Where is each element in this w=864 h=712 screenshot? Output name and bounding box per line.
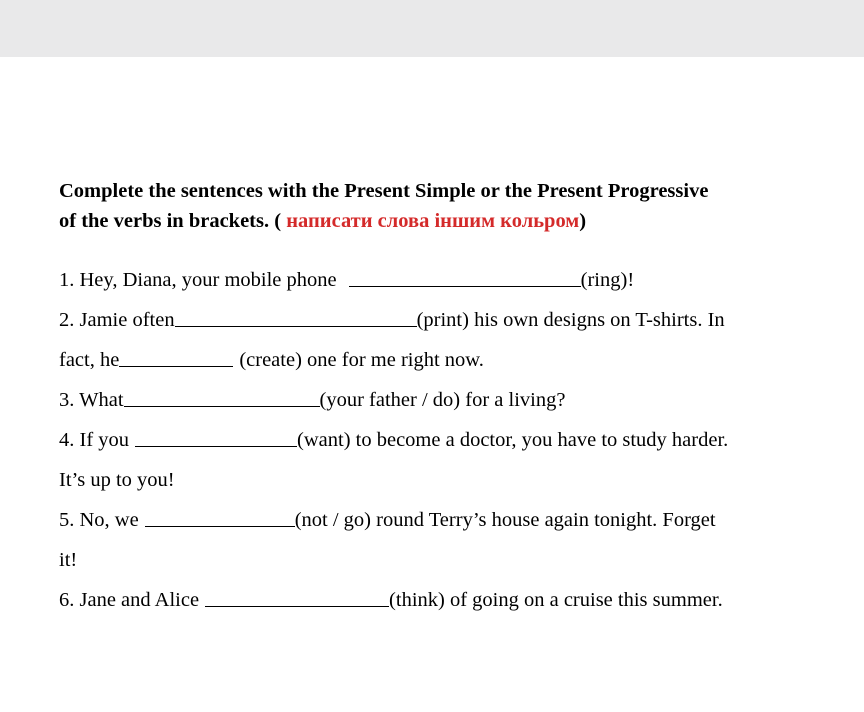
sentence-6 — [59, 580, 849, 620]
sentence-3-after: (your father / do) for a living? — [319, 389, 566, 411]
sentence-6-after: (think) of going on a cruise this summer. — [389, 589, 723, 611]
top-gray-band — [0, 0, 864, 57]
instructions-line-1: Complete the sentences with the Present Simple or the Present Progressive — [59, 180, 709, 202]
answer-blank-5[interactable] — [145, 510, 295, 527]
sentence-2-after: (print) his own designs on T-shirts. In — [416, 309, 725, 331]
sentence-2b-before: fact, he — [59, 349, 120, 371]
sentence-4-after: (want) to become a doctor, you have to study harder. — [297, 429, 729, 451]
sentence-4-before: 4. If you — [59, 429, 130, 451]
instructions-line-2-end: ) — [579, 210, 587, 232]
sentence-2 — [59, 300, 849, 340]
sentence-6-before: 6. Jane and Alice — [59, 589, 200, 611]
sentence-2b-after: (create) one for me right now. — [239, 349, 484, 371]
sentence-5-continued — [59, 540, 849, 580]
sentence-5-before: 5. No, we — [59, 509, 139, 531]
sentence-5b-text: it! — [59, 549, 78, 571]
sentence-5-after: (not / go) round Terry’s house again tonight. Forget — [294, 509, 716, 531]
sentence-1-before: 1. Hey, Diana, your mobile phone — [59, 269, 337, 291]
answer-blank-4[interactable] — [135, 430, 297, 447]
answer-blank-1[interactable] — [349, 270, 581, 287]
sentence-3-before: 3. What — [59, 389, 124, 411]
answer-blank-2b[interactable] — [119, 350, 233, 367]
instructions-line-2: of the verbs in brackets. ( — [59, 210, 287, 232]
answer-blank-2[interactable] — [175, 310, 417, 327]
worksheet — [59, 176, 849, 620]
sentence-1-after: (ring)! — [580, 269, 635, 291]
sentence-2-continued — [59, 340, 849, 380]
answer-blank-3[interactable] — [124, 390, 320, 407]
sentence-4-continued — [59, 460, 849, 500]
answer-blank-6[interactable] — [205, 590, 389, 607]
sentence-2-before: 2. Jamie often — [59, 309, 175, 331]
exercise-list — [59, 260, 849, 620]
sentence-1 — [59, 260, 849, 300]
sentence-4b-text: It’s up to you! — [59, 469, 175, 491]
instructions-red-note: написати слова іншим кольром — [286, 210, 580, 232]
sentence-4 — [59, 420, 849, 460]
instructions — [59, 176, 849, 236]
sentence-3 — [59, 380, 849, 420]
sentence-5 — [59, 500, 849, 540]
